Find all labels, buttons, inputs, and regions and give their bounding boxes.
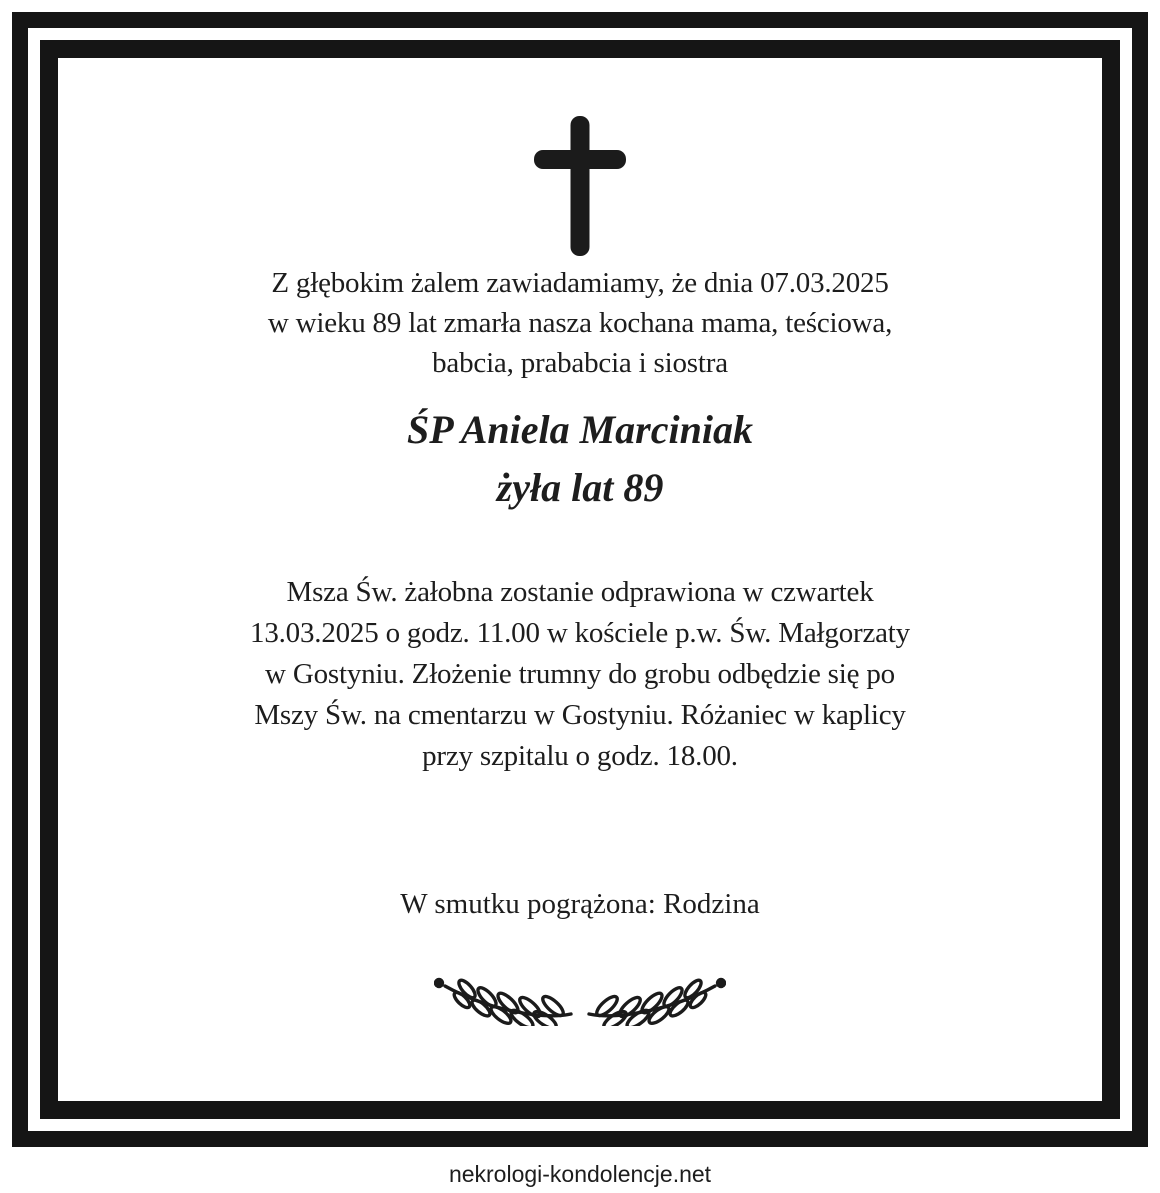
- funeral-line: 13.03.2025 o godz. 11.00 w kościele p.w. Św. Małgorzaty: [250, 617, 910, 649]
- deceased-name: ŚP Aniela Marciniak: [407, 407, 753, 452]
- mourning-line: W smutku pogrążona: Rodzina: [400, 888, 760, 920]
- funeral-line: Mszy Św. na cmentarzu w Gostyniu. Różaniec w kaplicy: [254, 699, 906, 731]
- deceased-age-line: żyła lat 89: [496, 465, 664, 510]
- funeral-details-paragraph: [0, 572, 1160, 777]
- announcement-line: babcia, prababcia i siostra: [432, 347, 728, 379]
- funeral-line: Msza Św. żałobna zostanie odprawiona w czwartek: [286, 576, 874, 608]
- announcement-line: Z głębokim żalem zawiadamiamy, że dnia 07.03.2025: [271, 267, 889, 299]
- site-name: nekrologi-kondolencje.net: [448, 1161, 712, 1187]
- cross-icon: [0, 116, 1160, 261]
- laurel-branches-divider-icon: [0, 970, 1160, 1031]
- funeral-line: w Gostyniu. Złożenie trumny do grobu odbędzie się po: [265, 658, 895, 690]
- funeral-line: przy szpitalu o godz. 18.00.: [422, 740, 738, 772]
- deceased-name-block: [0, 401, 1160, 517]
- announcement-line: w wieku 89 lat zmarła nasza kochana mama, teściowa,: [267, 307, 893, 339]
- announcement-paragraph: [0, 263, 1160, 383]
